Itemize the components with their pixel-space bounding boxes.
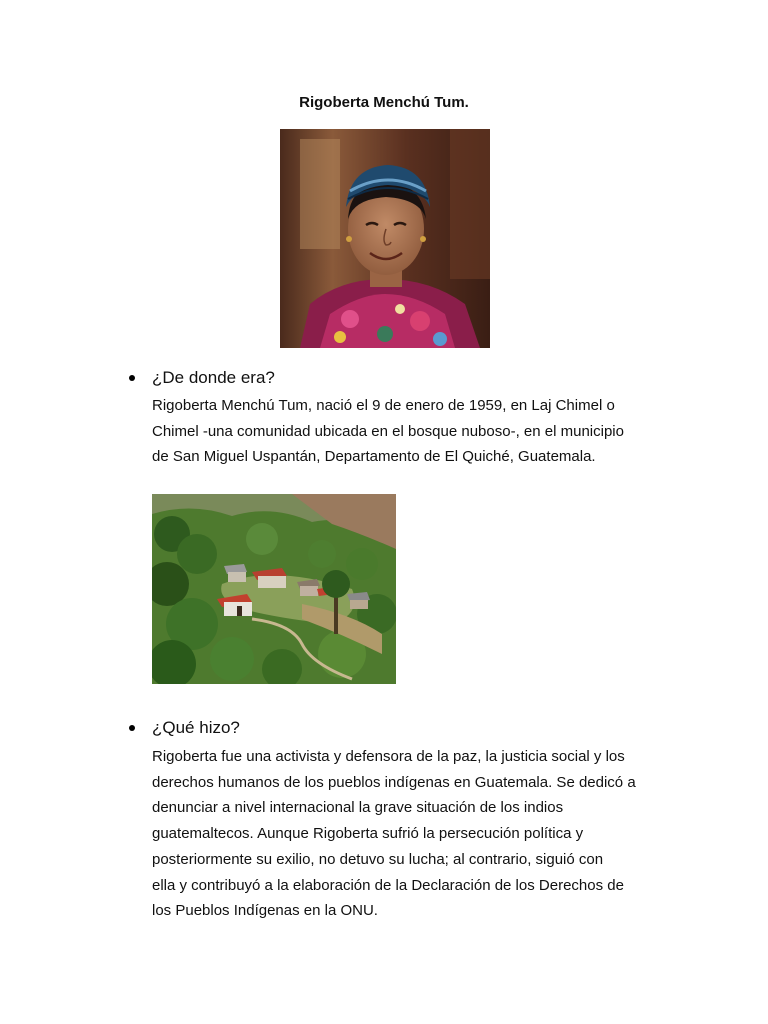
section-heading-text: ¿De donde era?	[152, 368, 275, 387]
portrait-illustration	[280, 129, 490, 348]
page-title: Rigoberta Menchú Tum.	[299, 94, 469, 111]
village-illustration	[152, 494, 396, 684]
paragraph-line: de San Miguel Uspantán, Departamento de El Quiché, Guatemala.	[152, 448, 596, 466]
paragraph-line: guatemaltecos. Aunque Rigoberta sufrió la persecución política y	[152, 825, 584, 843]
bullet-icon	[129, 725, 135, 731]
paragraph-line: Rigoberta Menchú Tum, nació el 9 de enero de 1959, en Laj Chimel o	[152, 397, 615, 414]
section-heading-achievements	[128, 717, 240, 739]
paragraph-line: ella y contribuyó a la elaboración de la Declaración de los Derechos de	[152, 876, 624, 894]
paragraph-line: Rigoberta fue una activista y defensora de la paz, la justicia social y los	[152, 748, 625, 765]
paragraph-achievements	[152, 744, 682, 924]
paragraph-line: Chimel -una comunidad ubicada en el bosque nuboso-, en el municipio	[152, 422, 624, 440]
paragraph-line: derechos humanos de los pueblos indígenas en Guatemala. Se dedicó a	[152, 773, 636, 791]
paragraph-line: los Pueblos Indígenas en la ONU.	[152, 902, 378, 920]
paragraph-origin	[152, 393, 682, 470]
bullet-icon	[129, 375, 135, 381]
section-heading-text: ¿Qué hizo?	[152, 718, 240, 737]
portrait-photo	[280, 129, 490, 348]
village-photo	[152, 494, 396, 684]
section-heading-origin	[128, 367, 275, 389]
paragraph-line: posteriormente su exilio, no detuvo su lucha; al contrario, siguió con	[152, 850, 604, 868]
paragraph-line: denunciar a nivel internacional la grave situación de los indios	[152, 799, 564, 817]
